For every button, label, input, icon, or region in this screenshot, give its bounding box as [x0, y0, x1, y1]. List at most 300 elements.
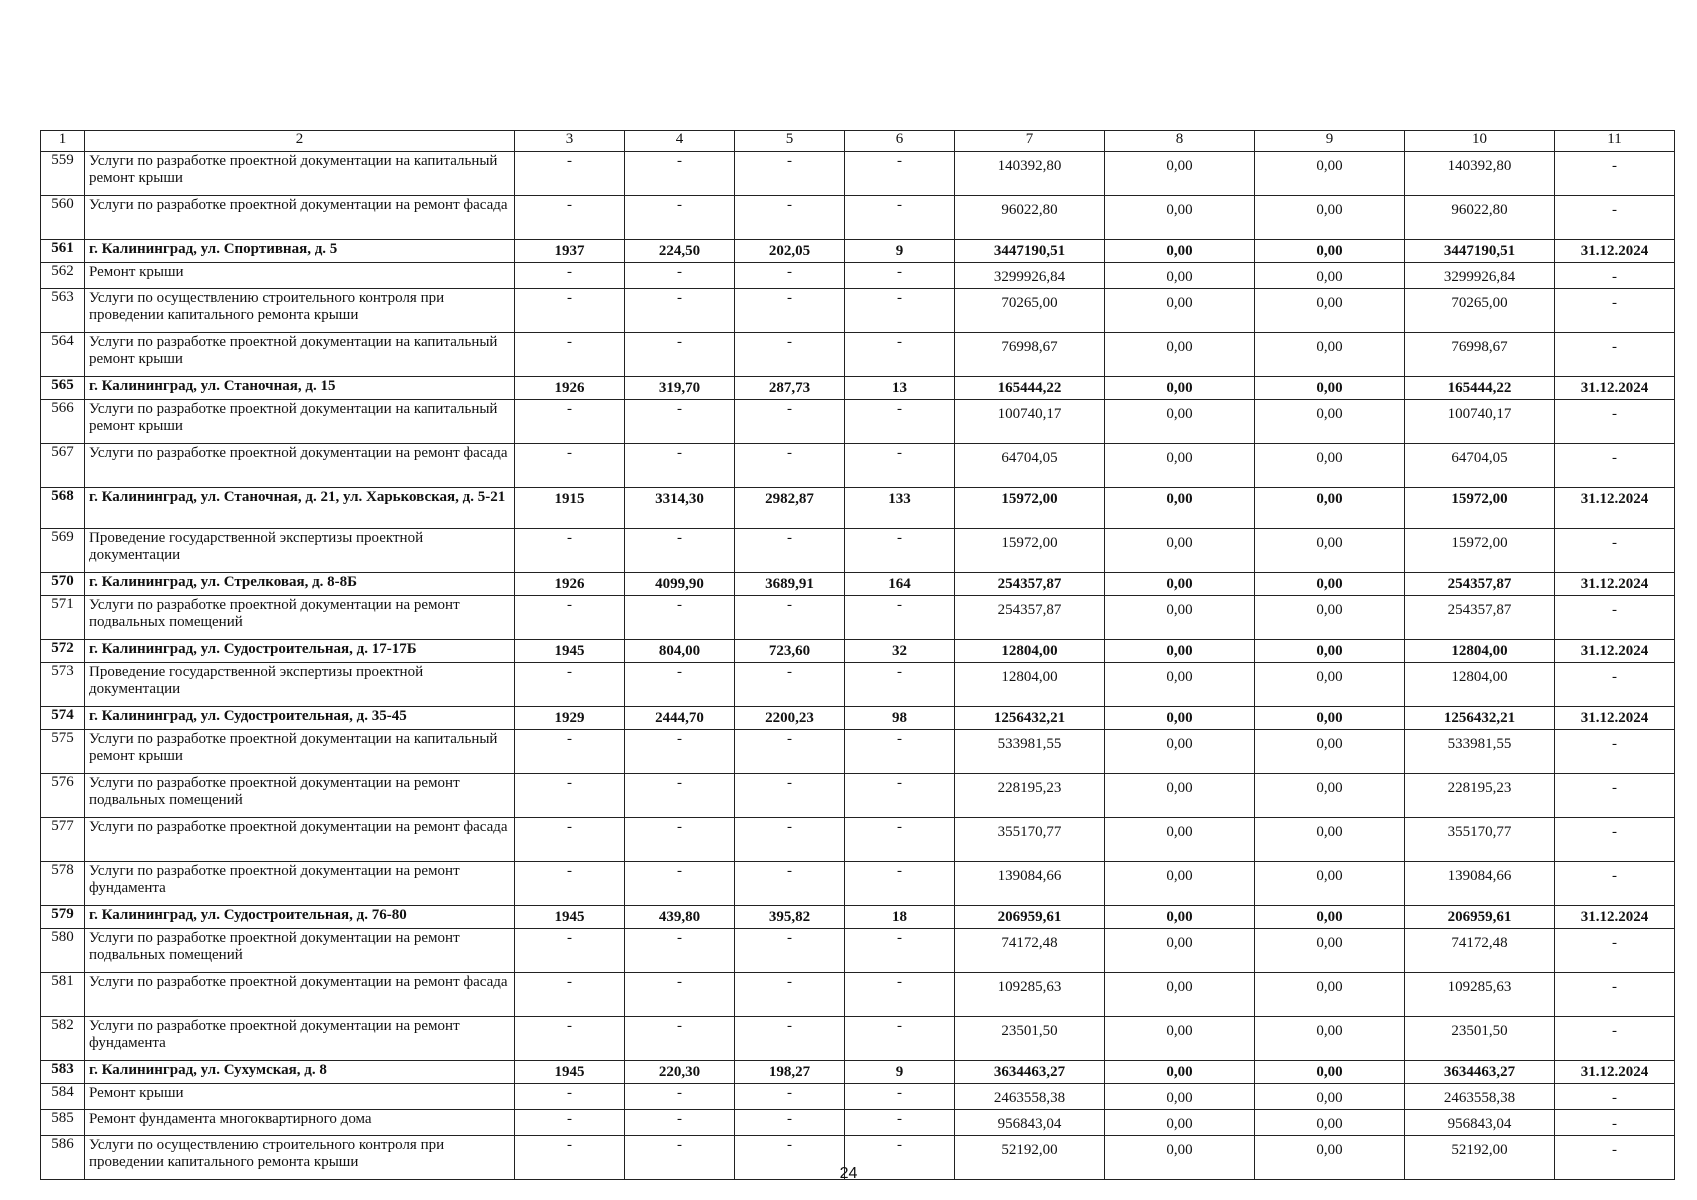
row-name: Ремонт крыши [85, 263, 515, 289]
cell-year: - [515, 1136, 625, 1180]
cell-deadline: 31.12.2024 [1555, 1061, 1675, 1084]
row-name: Услуги по осуществлению строительного контроля при проведении капитального ремонта крыши [85, 1136, 515, 1180]
cell-deadline: 31.12.2024 [1555, 906, 1675, 929]
cell-fund-federal: 0,00 [1105, 1061, 1255, 1084]
cell-year: 1945 [515, 1061, 625, 1084]
cell-fund-owners: 12804,00 [1405, 640, 1555, 663]
table-row [41, 333, 1675, 377]
cell-fund-federal: 0,00 [1105, 196, 1255, 240]
cell-fund-owners: 533981,55 [1405, 730, 1555, 774]
cell-fund-federal: 0,00 [1105, 596, 1255, 640]
row-name: г. Калининград, ул. Спортивная, д. 5 [85, 240, 515, 263]
row-name: Услуги по разработке проектной документации на капитальный ремонт крыши [85, 333, 515, 377]
row-name: Услуги по разработке проектной документации на ремонт фасада [85, 444, 515, 488]
cell-residents: 9 [845, 240, 955, 263]
cell-area-total: - [625, 1084, 735, 1110]
cell-year: - [515, 929, 625, 973]
cell-total-cost: 109285,63 [955, 973, 1105, 1017]
cell-fund-federal: 0,00 [1105, 1136, 1255, 1180]
cell-year: - [515, 196, 625, 240]
cell-year: - [515, 663, 625, 707]
row-number: 578 [41, 862, 85, 906]
table-row [41, 240, 1675, 263]
cell-area-total: - [625, 444, 735, 488]
cell-residents: - [845, 929, 955, 973]
cell-residents: 9 [845, 1061, 955, 1084]
cell-area-living: 3689,91 [735, 573, 845, 596]
cell-residents: - [845, 973, 955, 1017]
cell-total-cost: 533981,55 [955, 730, 1105, 774]
cell-fund-federal: 0,00 [1105, 377, 1255, 400]
row-number: 579 [41, 906, 85, 929]
cell-fund-owners: 956843,04 [1405, 1110, 1555, 1136]
row-number: 574 [41, 707, 85, 730]
column-header: 4 [625, 131, 735, 152]
cell-deadline: 31.12.2024 [1555, 377, 1675, 400]
table-row [41, 1017, 1675, 1061]
cell-year: 1915 [515, 488, 625, 529]
cell-residents: - [845, 263, 955, 289]
row-name: Услуги по разработке проектной документации на ремонт фундамента [85, 1017, 515, 1061]
cell-total-cost: 140392,80 [955, 152, 1105, 196]
cell-fund-federal: 0,00 [1105, 818, 1255, 862]
cell-deadline: - [1555, 1110, 1675, 1136]
cell-year: - [515, 444, 625, 488]
column-number-header-row [41, 131, 1675, 152]
table-row [41, 488, 1675, 529]
table-row [41, 973, 1675, 1017]
row-number: 577 [41, 818, 85, 862]
cell-area-living: - [735, 1017, 845, 1061]
cell-total-cost: 139084,66 [955, 862, 1105, 906]
table-row [41, 663, 1675, 707]
row-name: Ремонт крыши [85, 1084, 515, 1110]
row-number: 582 [41, 1017, 85, 1061]
cell-area-total: - [625, 1136, 735, 1180]
table-row [41, 573, 1675, 596]
cell-area-living: - [735, 1136, 845, 1180]
row-number: 583 [41, 1061, 85, 1084]
cell-fund-regional: 0,00 [1255, 596, 1405, 640]
cell-deadline: - [1555, 774, 1675, 818]
cell-fund-owners: 165444,22 [1405, 377, 1555, 400]
cell-residents: - [845, 196, 955, 240]
cell-year: 1926 [515, 377, 625, 400]
row-name: Ремонт фундамента многоквартирного дома [85, 1110, 515, 1136]
cell-year: - [515, 818, 625, 862]
cell-year: - [515, 1110, 625, 1136]
cell-fund-federal: 0,00 [1105, 1110, 1255, 1136]
cell-fund-regional: 0,00 [1255, 377, 1405, 400]
cell-total-cost: 74172,48 [955, 929, 1105, 973]
cell-fund-regional: 0,00 [1255, 289, 1405, 333]
column-header: 5 [735, 131, 845, 152]
column-header: 8 [1105, 131, 1255, 152]
table-row [41, 152, 1675, 196]
cell-year: 1926 [515, 573, 625, 596]
cell-residents: 18 [845, 906, 955, 929]
cell-fund-regional: 0,00 [1255, 774, 1405, 818]
cell-year: - [515, 263, 625, 289]
cell-fund-owners: 96022,80 [1405, 196, 1555, 240]
cell-deadline: 31.12.2024 [1555, 240, 1675, 263]
cell-total-cost: 206959,61 [955, 906, 1105, 929]
cell-fund-federal: 0,00 [1105, 663, 1255, 707]
cell-fund-federal: 0,00 [1105, 444, 1255, 488]
cell-year: - [515, 730, 625, 774]
cell-total-cost: 2463558,38 [955, 1084, 1105, 1110]
table-row [41, 377, 1675, 400]
cell-area-total: - [625, 730, 735, 774]
column-header: 2 [85, 131, 515, 152]
cell-fund-regional: 0,00 [1255, 488, 1405, 529]
cell-total-cost: 228195,23 [955, 774, 1105, 818]
cell-area-living: - [735, 152, 845, 196]
cell-area-total: - [625, 152, 735, 196]
cell-fund-owners: 76998,67 [1405, 333, 1555, 377]
cell-area-living: 2200,23 [735, 707, 845, 730]
cell-total-cost: 96022,80 [955, 196, 1105, 240]
cell-total-cost: 254357,87 [955, 573, 1105, 596]
cell-fund-regional: 0,00 [1255, 1017, 1405, 1061]
cell-area-living: - [735, 774, 845, 818]
cell-area-total: - [625, 1110, 735, 1136]
row-name: Услуги по разработке проектной документации на капитальный ремонт крыши [85, 730, 515, 774]
cell-deadline: - [1555, 196, 1675, 240]
cell-total-cost: 956843,04 [955, 1110, 1105, 1136]
cell-residents: 164 [845, 573, 955, 596]
cell-fund-owners: 140392,80 [1405, 152, 1555, 196]
cell-fund-owners: 3447190,51 [1405, 240, 1555, 263]
row-number: 572 [41, 640, 85, 663]
cell-residents: - [845, 663, 955, 707]
cell-fund-federal: 0,00 [1105, 333, 1255, 377]
cell-fund-regional: 0,00 [1255, 663, 1405, 707]
cell-area-living: 198,27 [735, 1061, 845, 1084]
cell-deadline: - [1555, 263, 1675, 289]
cell-area-living: - [735, 400, 845, 444]
cell-fund-regional: 0,00 [1255, 973, 1405, 1017]
cell-fund-federal: 0,00 [1105, 400, 1255, 444]
cell-total-cost: 52192,00 [955, 1136, 1105, 1180]
cell-fund-federal: 0,00 [1105, 640, 1255, 663]
cell-fund-regional: 0,00 [1255, 240, 1405, 263]
cell-deadline: - [1555, 1017, 1675, 1061]
cell-fund-federal: 0,00 [1105, 862, 1255, 906]
cell-fund-federal: 0,00 [1105, 973, 1255, 1017]
document-sheet [40, 130, 1674, 1180]
table-row [41, 1061, 1675, 1084]
table-row [41, 196, 1675, 240]
row-number: 567 [41, 444, 85, 488]
column-header: 3 [515, 131, 625, 152]
cell-area-living: 202,05 [735, 240, 845, 263]
row-name: Услуги по разработке проектной документации на ремонт подвальных помещений [85, 774, 515, 818]
cell-deadline: 31.12.2024 [1555, 640, 1675, 663]
cell-fund-federal: 0,00 [1105, 488, 1255, 529]
cell-total-cost: 254357,87 [955, 596, 1105, 640]
cell-total-cost: 64704,05 [955, 444, 1105, 488]
table-row [41, 444, 1675, 488]
cell-area-total: 319,70 [625, 377, 735, 400]
cell-fund-owners: 109285,63 [1405, 973, 1555, 1017]
row-name: Услуги по разработке проектной документации на ремонт фасада [85, 196, 515, 240]
cell-fund-regional: 0,00 [1255, 400, 1405, 444]
cell-area-total: - [625, 862, 735, 906]
cell-fund-federal: 0,00 [1105, 730, 1255, 774]
row-name: Проведение государственной экспертизы проектной документации [85, 529, 515, 573]
cell-fund-owners: 52192,00 [1405, 1136, 1555, 1180]
cell-residents: - [845, 730, 955, 774]
cell-fund-regional: 0,00 [1255, 707, 1405, 730]
cell-fund-federal: 0,00 [1105, 707, 1255, 730]
cell-area-living: - [735, 973, 845, 1017]
table-row [41, 906, 1675, 929]
cell-area-living: - [735, 818, 845, 862]
cell-area-living: - [735, 929, 845, 973]
cell-year: - [515, 333, 625, 377]
cell-residents: - [845, 774, 955, 818]
column-header: 1 [41, 131, 85, 152]
cell-fund-federal: 0,00 [1105, 1084, 1255, 1110]
cell-year: 1945 [515, 906, 625, 929]
row-number: 563 [41, 289, 85, 333]
cell-year: - [515, 529, 625, 573]
cell-area-total: 2444,70 [625, 707, 735, 730]
row-name: г. Калининград, ул. Судостроительная, д. 35-45 [85, 707, 515, 730]
page-number: 24 [839, 1165, 858, 1182]
cell-area-total: - [625, 973, 735, 1017]
cell-residents: - [845, 289, 955, 333]
repair-schedule-table [40, 130, 1675, 1180]
cell-fund-regional: 0,00 [1255, 929, 1405, 973]
cell-area-living: 723,60 [735, 640, 845, 663]
cell-area-living: - [735, 730, 845, 774]
table-row [41, 774, 1675, 818]
row-number: 559 [41, 152, 85, 196]
cell-deadline: - [1555, 929, 1675, 973]
cell-area-living: - [735, 663, 845, 707]
row-name: Услуги по разработке проектной документации на ремонт подвальных помещений [85, 929, 515, 973]
cell-residents: - [845, 444, 955, 488]
row-number: 569 [41, 529, 85, 573]
cell-area-total: - [625, 529, 735, 573]
row-number: 585 [41, 1110, 85, 1136]
cell-fund-federal: 0,00 [1105, 263, 1255, 289]
cell-area-total: - [625, 400, 735, 444]
cell-fund-owners: 70265,00 [1405, 289, 1555, 333]
cell-fund-regional: 0,00 [1255, 263, 1405, 289]
cell-residents: - [845, 1110, 955, 1136]
row-name: Услуги по разработке проектной документации на ремонт фасада [85, 973, 515, 1017]
cell-area-total: 4099,90 [625, 573, 735, 596]
cell-total-cost: 15972,00 [955, 529, 1105, 573]
row-name: г. Калининград, ул. Стрелковая, д. 8-8Б [85, 573, 515, 596]
cell-deadline: - [1555, 400, 1675, 444]
cell-area-total: 220,30 [625, 1061, 735, 1084]
cell-year: - [515, 152, 625, 196]
cell-area-living: - [735, 1110, 845, 1136]
cell-fund-owners: 100740,17 [1405, 400, 1555, 444]
cell-fund-regional: 0,00 [1255, 730, 1405, 774]
row-number: 576 [41, 774, 85, 818]
cell-total-cost: 70265,00 [955, 289, 1105, 333]
row-name: Услуги по осуществлению строительного контроля при проведении капитального ремонта крыши [85, 289, 515, 333]
table-row [41, 529, 1675, 573]
row-number: 565 [41, 377, 85, 400]
row-name: Услуги по разработке проектной документации на ремонт фундамента [85, 862, 515, 906]
cell-area-living: - [735, 333, 845, 377]
cell-area-total: 224,50 [625, 240, 735, 263]
table-row [41, 929, 1675, 973]
cell-total-cost: 15972,00 [955, 488, 1105, 529]
cell-residents: - [845, 818, 955, 862]
row-number: 580 [41, 929, 85, 973]
column-header: 9 [1255, 131, 1405, 152]
table-row [41, 289, 1675, 333]
table-row [41, 707, 1675, 730]
cell-fund-regional: 0,00 [1255, 640, 1405, 663]
cell-total-cost: 3447190,51 [955, 240, 1105, 263]
cell-residents: - [845, 400, 955, 444]
cell-fund-owners: 1256432,21 [1405, 707, 1555, 730]
row-name: Услуги по разработке проектной документации на ремонт фасада [85, 818, 515, 862]
cell-total-cost: 3634463,27 [955, 1061, 1105, 1084]
cell-fund-regional: 0,00 [1255, 1136, 1405, 1180]
cell-area-total: - [625, 818, 735, 862]
row-number: 573 [41, 663, 85, 707]
cell-fund-regional: 0,00 [1255, 1084, 1405, 1110]
row-number: 575 [41, 730, 85, 774]
cell-fund-owners: 206959,61 [1405, 906, 1555, 929]
row-name: Услуги по разработке проектной документации на ремонт подвальных помещений [85, 596, 515, 640]
cell-residents: 133 [845, 488, 955, 529]
cell-area-living: - [735, 196, 845, 240]
cell-fund-federal: 0,00 [1105, 573, 1255, 596]
table-row [41, 640, 1675, 663]
cell-deadline: - [1555, 862, 1675, 906]
cell-deadline: - [1555, 973, 1675, 1017]
cell-deadline: - [1555, 596, 1675, 640]
cell-fund-federal: 0,00 [1105, 929, 1255, 973]
cell-year: - [515, 1017, 625, 1061]
cell-fund-owners: 12804,00 [1405, 663, 1555, 707]
cell-fund-owners: 355170,77 [1405, 818, 1555, 862]
cell-area-living: 287,73 [735, 377, 845, 400]
cell-total-cost: 165444,22 [955, 377, 1105, 400]
row-number: 571 [41, 596, 85, 640]
column-header: 6 [845, 131, 955, 152]
cell-year: - [515, 289, 625, 333]
table-row [41, 1110, 1675, 1136]
cell-year: 1929 [515, 707, 625, 730]
table-row [41, 596, 1675, 640]
cell-fund-owners: 23501,50 [1405, 1017, 1555, 1061]
cell-residents: - [845, 1017, 955, 1061]
cell-residents: - [845, 152, 955, 196]
cell-total-cost: 76998,67 [955, 333, 1105, 377]
cell-fund-owners: 3634463,27 [1405, 1061, 1555, 1084]
cell-area-total: - [625, 196, 735, 240]
cell-fund-federal: 0,00 [1105, 906, 1255, 929]
cell-fund-federal: 0,00 [1105, 774, 1255, 818]
cell-fund-federal: 0,00 [1105, 240, 1255, 263]
cell-total-cost: 12804,00 [955, 640, 1105, 663]
row-number: 581 [41, 973, 85, 1017]
cell-deadline: - [1555, 444, 1675, 488]
row-name: Услуги по разработке проектной документации на капитальный ремонт крыши [85, 152, 515, 196]
table-row [41, 862, 1675, 906]
cell-total-cost: 12804,00 [955, 663, 1105, 707]
row-name: г. Калининград, ул. Станочная, д. 15 [85, 377, 515, 400]
cell-fund-regional: 0,00 [1255, 818, 1405, 862]
cell-year: 1945 [515, 640, 625, 663]
cell-area-living: 2982,87 [735, 488, 845, 529]
table-row [41, 263, 1675, 289]
cell-fund-owners: 139084,66 [1405, 862, 1555, 906]
cell-year: - [515, 973, 625, 1017]
cell-fund-regional: 0,00 [1255, 862, 1405, 906]
cell-year: - [515, 774, 625, 818]
cell-fund-regional: 0,00 [1255, 1061, 1405, 1084]
row-number: 568 [41, 488, 85, 529]
cell-area-total: 3314,30 [625, 488, 735, 529]
row-name: г. Калининград, ул. Сухумская, д. 8 [85, 1061, 515, 1084]
cell-area-total: - [625, 774, 735, 818]
cell-residents: 32 [845, 640, 955, 663]
column-header: 10 [1405, 131, 1555, 152]
cell-area-total: - [625, 663, 735, 707]
cell-fund-regional: 0,00 [1255, 444, 1405, 488]
cell-residents: - [845, 1136, 955, 1180]
cell-fund-federal: 0,00 [1105, 1017, 1255, 1061]
row-name: Услуги по разработке проектной документации на капитальный ремонт крыши [85, 400, 515, 444]
cell-fund-owners: 15972,00 [1405, 529, 1555, 573]
cell-area-living: - [735, 263, 845, 289]
cell-deadline: - [1555, 152, 1675, 196]
cell-deadline: - [1555, 333, 1675, 377]
cell-area-living: - [735, 289, 845, 333]
cell-fund-regional: 0,00 [1255, 333, 1405, 377]
cell-area-living: - [735, 529, 845, 573]
cell-deadline: 31.12.2024 [1555, 707, 1675, 730]
cell-fund-owners: 3299926,84 [1405, 263, 1555, 289]
table-body [41, 152, 1675, 1180]
cell-area-living: - [735, 444, 845, 488]
cell-residents: - [845, 596, 955, 640]
cell-residents: - [845, 333, 955, 377]
cell-fund-owners: 15972,00 [1405, 488, 1555, 529]
cell-area-total: 439,80 [625, 906, 735, 929]
cell-fund-regional: 0,00 [1255, 152, 1405, 196]
row-name: г. Калининград, ул. Станочная, д. 21, ул. Харьковская, д. 5-21 [85, 488, 515, 529]
cell-area-total: - [625, 289, 735, 333]
cell-deadline: - [1555, 529, 1675, 573]
cell-total-cost: 3299926,84 [955, 263, 1105, 289]
cell-residents: - [845, 529, 955, 573]
cell-fund-regional: 0,00 [1255, 906, 1405, 929]
cell-total-cost: 1256432,21 [955, 707, 1105, 730]
cell-fund-owners: 2463558,38 [1405, 1084, 1555, 1110]
cell-area-living: 395,82 [735, 906, 845, 929]
cell-residents: 13 [845, 377, 955, 400]
cell-fund-regional: 0,00 [1255, 1110, 1405, 1136]
row-name: г. Калининград, ул. Судостроительная, д. 76-80 [85, 906, 515, 929]
cell-fund-owners: 254357,87 [1405, 596, 1555, 640]
row-number: 562 [41, 263, 85, 289]
cell-deadline: 31.12.2024 [1555, 573, 1675, 596]
row-number: 586 [41, 1136, 85, 1180]
